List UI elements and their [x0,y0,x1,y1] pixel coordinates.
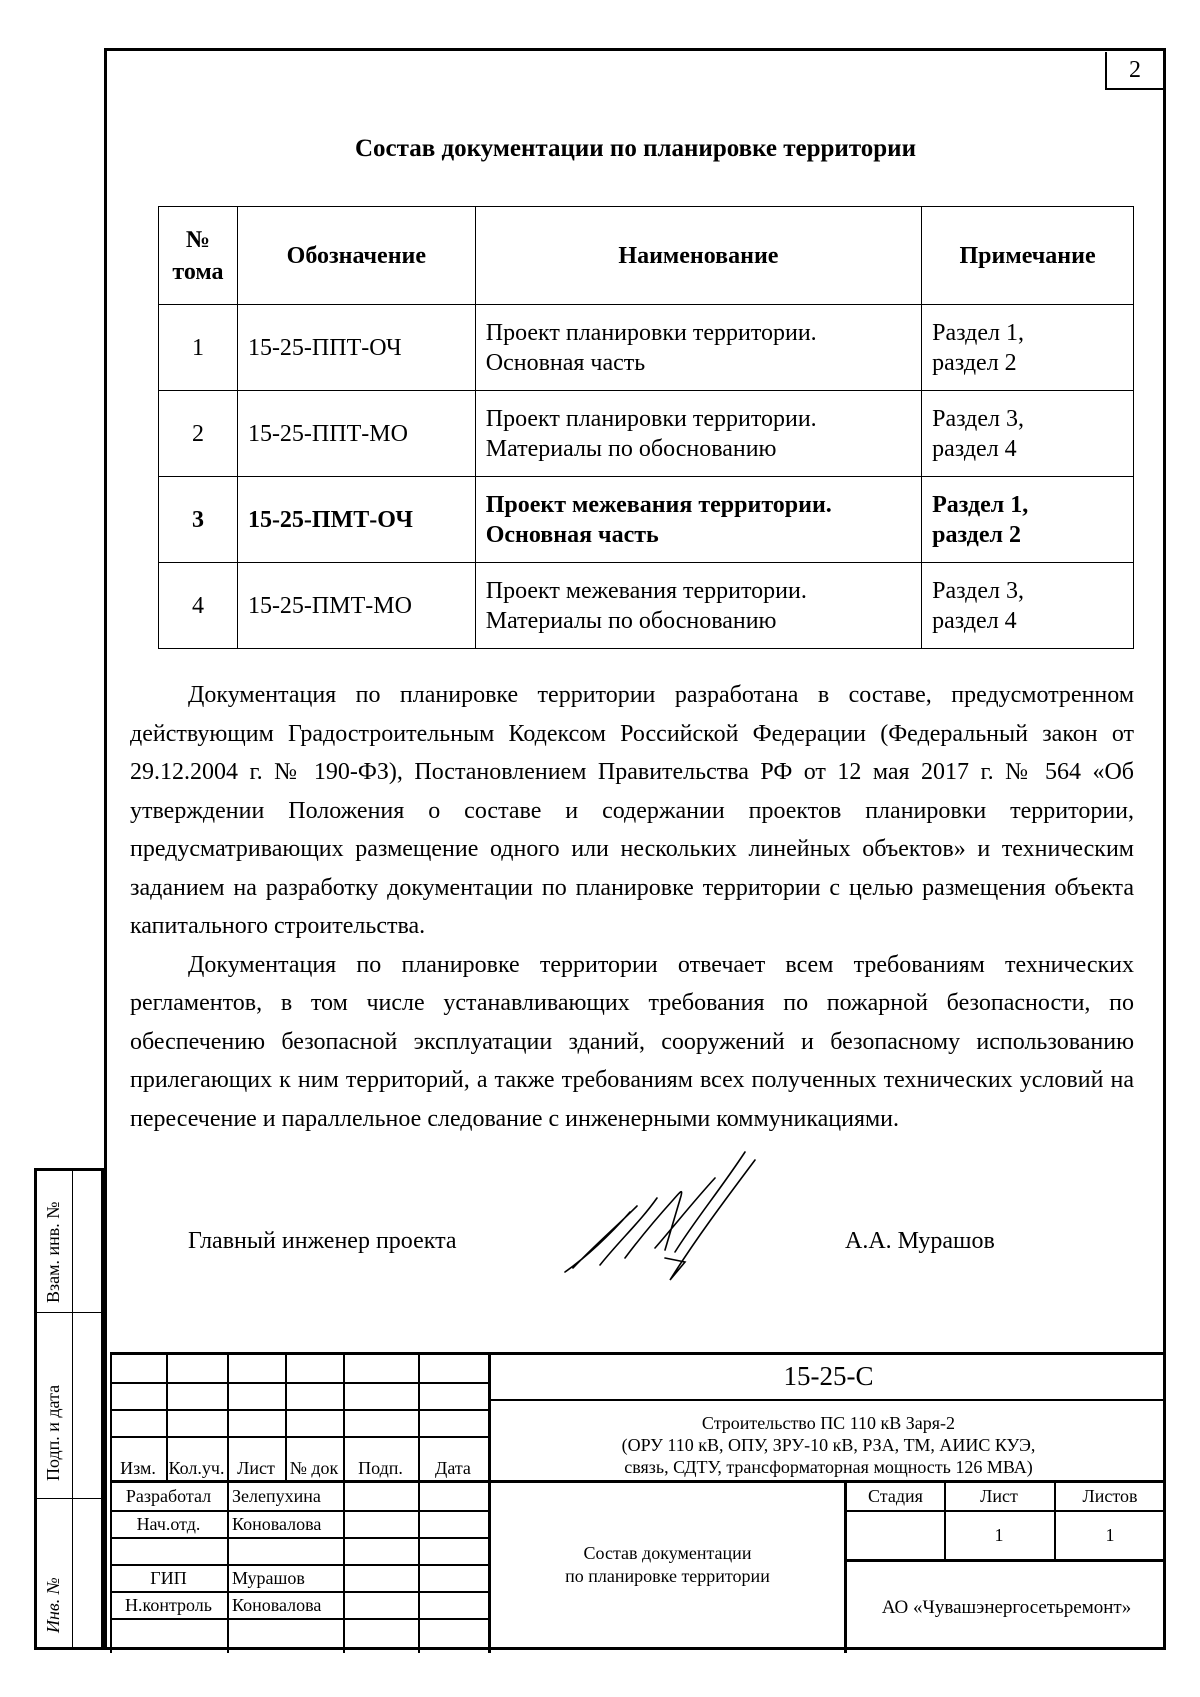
name-line: Основная часть [485,521,659,548]
note-line: раздел 4 [932,435,1017,462]
staff-role: ГИП [150,1568,187,1588]
document-code: 15-25-С [783,1361,874,1391]
header-note: Примечание [922,207,1134,305]
col-date: Дата [435,1458,471,1478]
paragraph: Документация по планировке территории разработана в составе, предусмотренном действующим Градостроительным Кодексом Российской Федерации (Федеральный закон от 29.12.2004 г. № 190-ФЗ), Постановлением Правительства РФ от 12 мая 2017 г. № 564 «Об утверждении Положения о составе и содержании проектов планировки территории, предусматривающих размещение одного или нескольких линейных объектов» и техническим заданием на разработку документации по планировке территории с целью размещения объекта капитального строительства. [130,682,1134,939]
name-line: Проект межевания территории. [485,491,832,518]
handwritten-signature [555,1140,785,1285]
table-row [159,563,1134,649]
name-cell [475,391,921,477]
page-title: Состав документации по планировке территории [355,135,916,162]
replaced-inv-label: Взам. инв. № [43,1201,63,1303]
side-cell [73,1313,104,1499]
project-line: (ОРУ 110 кВ, ОПУ, ЗРУ-10 кВ, РЗА, ТМ, АИИС КУЭ, [621,1435,1036,1455]
doc-title-line: по планировке территории [565,1566,770,1586]
side-cell [73,1171,104,1313]
volume-number-cell: 1 [159,305,238,391]
note-line: Раздел 1, [932,319,1025,346]
project-line: связь, СДТУ, трансформаторная мощность 126 МВА) [624,1457,1033,1477]
page-number: 2 [1105,52,1163,90]
col-signature: Подп. [358,1458,403,1478]
table-row [159,305,1134,391]
note-line: Раздел 3, [932,577,1025,604]
col-count: Кол.уч. [168,1458,225,1478]
name-line: Проект межевания территории. [485,577,807,604]
note-line: раздел 4 [932,607,1017,634]
volume-number-cell: 2 [159,391,238,477]
header-designation: Обозначение [237,207,475,305]
signer-role: Главный инженер проекта [188,1228,457,1254]
doc-title-line: Состав документации [583,1543,752,1563]
col-change: Изм. [120,1458,156,1478]
name-cell [475,305,921,391]
col-sheet: Лист [237,1458,275,1478]
designation-cell: 15-25-ПМТ-ОЧ [237,477,475,563]
name-cell [475,477,921,563]
volume-number-cell: 3 [159,477,238,563]
note-line: Раздел 3, [932,405,1025,432]
designation-cell: 15-25-ППТ-МО [237,391,475,477]
designation-cell: 15-25-ПМТ-МО [237,563,475,649]
sheets-label: Листов [1082,1486,1138,1506]
contents-table [158,206,1134,649]
signer-name: А.А. Мурашов [845,1228,995,1254]
volume-number-cell: 4 [159,563,238,649]
table-row [159,477,1134,563]
note-cell [922,305,1134,391]
staff-role: Н.контроль [124,1595,212,1615]
name-line: Материалы по обоснованию [485,607,777,634]
sign-date-label: Подп. и дата [43,1384,63,1481]
stage-label: Стадия [868,1486,923,1506]
organization-name: АО «Чувашэнергосетьремонт» [881,1597,1132,1618]
name-line: Проект планировки территории. [485,405,817,432]
note-cell [922,477,1134,563]
staff-name: Коновалова [232,1595,322,1615]
sheet-value: 1 [994,1525,1004,1545]
staff-name: Зелепухина [232,1486,321,1506]
table-row [159,391,1134,477]
name-line: Основная часть [485,349,646,376]
note-line: раздел 2 [932,349,1017,376]
sheets-value: 1 [1105,1525,1115,1545]
name-line: Проект планировки территории. [485,319,817,346]
note-cell [922,563,1134,649]
inv-no-label: Инв. № [43,1577,63,1633]
note-line: Раздел 1, [932,491,1029,518]
staff-name: Коновалова [232,1514,322,1534]
table-header-row [159,207,1134,305]
name-line: Материалы по обоснованию [485,435,777,462]
body-text [130,676,1134,1138]
staff-name: Мурашов [232,1568,305,1588]
sheet-label: Лист [980,1486,1018,1506]
side-stamp [34,1168,104,1650]
header-num-line: № [185,226,211,253]
designation-cell: 15-25-ППТ-ОЧ [237,305,475,391]
header-volume-number [159,207,238,305]
staff-role: Разработал [125,1486,212,1506]
header-num-line: тома [172,258,224,285]
project-line: Строительство ПС 110 кВ Заря-2 [701,1413,956,1433]
paragraph: Документация по планировке территории отвечает всем требованиям технических регламентов, в том числе устанавливающих требования по пожарной безопасности, по обеспечению безопасной эксплуатации зданий, сооружений и безопасному использованию прилегающих к ним территорий, а также требованиям всех полученных технических условий на пересечение и параллельное следование с инженерными коммуникациями. [130,951,1134,1132]
header-name: Наименование [475,207,921,305]
name-cell [475,563,921,649]
staff-role: Нач.отд. [136,1514,201,1534]
note-line: раздел 2 [932,521,1021,548]
title-block [110,1352,1166,1650]
note-cell [922,391,1134,477]
col-doc-no: № док [289,1458,339,1478]
